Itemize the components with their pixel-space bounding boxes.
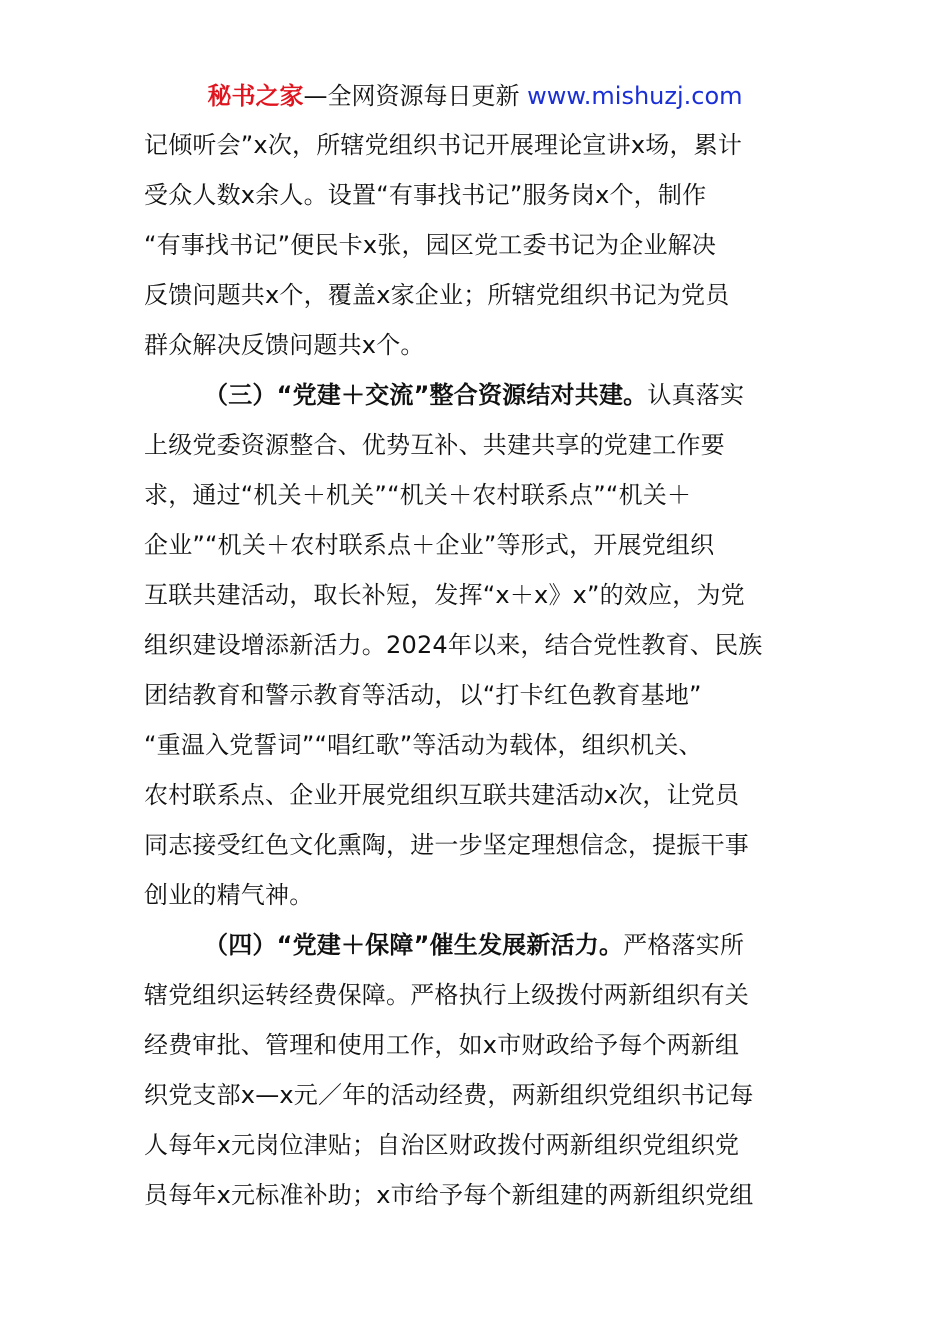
text-line: 员每年x元标准补助；x市给予每个新组建的两新组织党组 [144, 1181, 754, 1209]
text-line: 群众解决反馈问题共x个。 [144, 331, 425, 359]
document-body [144, 120, 808, 1220]
text-line [144, 920, 808, 970]
text-line: 农村联系点、企业开展党组织互联共建活动x次，让党员 [144, 781, 740, 809]
paragraph-2 [144, 370, 808, 920]
text-line: 组织建设增添新活力。2024年以来，结合党性教育、民族 [144, 631, 763, 659]
text-line: 上级党委资源整合、优势互补、共建共享的党建工作要 [144, 431, 725, 459]
text-line: 记倾听会”x次，所辖党组织书记开展理论宣讲x场，累计 [144, 131, 743, 159]
site-tagline: —全网资源每日更新 [303, 82, 528, 110]
text-line: 反馈问题共x个，覆盖x家企业；所辖党组织书记为党员 [144, 281, 730, 309]
text-line: 人每年x元岗位津贴；自治区财政拨付两新组织党组织党 [144, 1131, 740, 1159]
text-run: 认真落实 [647, 381, 745, 409]
text-line: 团结教育和警示教育等活动，以“打卡红色教育基地” [144, 681, 702, 709]
paragraph-1 [144, 120, 808, 370]
text-line [144, 370, 808, 420]
page-header [0, 80, 950, 112]
section-heading: （四）“党建＋保障”催生发展新活力。 [204, 931, 624, 959]
section-heading: （三）“党建＋交流”整合资源结对共建。 [204, 381, 648, 409]
site-url-link[interactable]: www.mishuzj.com [527, 82, 743, 110]
text-line: 经费审批、管理和使用工作，如x市财政给予每个两新组 [144, 1031, 740, 1059]
text-line: 同志接受红色文化熏陶，进一步坚定理想信念，提振干事 [144, 831, 749, 859]
text-line: 辖党组织运转经费保障。严格执行上级拨付两新组织有关 [144, 981, 749, 1009]
text-line: 创业的精气神。 [144, 881, 314, 909]
text-line: “有事找书记”便民卡x张，园区党工委书记为企业解决 [144, 231, 717, 259]
text-line: 织党支部x—x元／年的活动经费，两新组织党组织书记每 [144, 1081, 754, 1109]
text-line: 企业”“机关＋农村联系点＋企业”等形式，开展党组织 [144, 531, 715, 559]
paragraph-3 [144, 920, 808, 1220]
text-line: 互联共建活动，取长补短，发挥“x＋x》x”的效应，为党 [144, 581, 745, 609]
text-line: 求，通过“机关＋机关”“机关＋农村联系点”“机关＋ [144, 481, 692, 509]
site-brand: 秘书之家 [207, 82, 304, 110]
text-line: “重温入党誓词”“唱红歌”等活动为载体，组织机关、 [144, 731, 703, 759]
text-run: 严格落实所 [623, 931, 745, 959]
text-line: 受众人数x余人。设置“有事找书记”服务岗x个，制作 [144, 181, 707, 209]
